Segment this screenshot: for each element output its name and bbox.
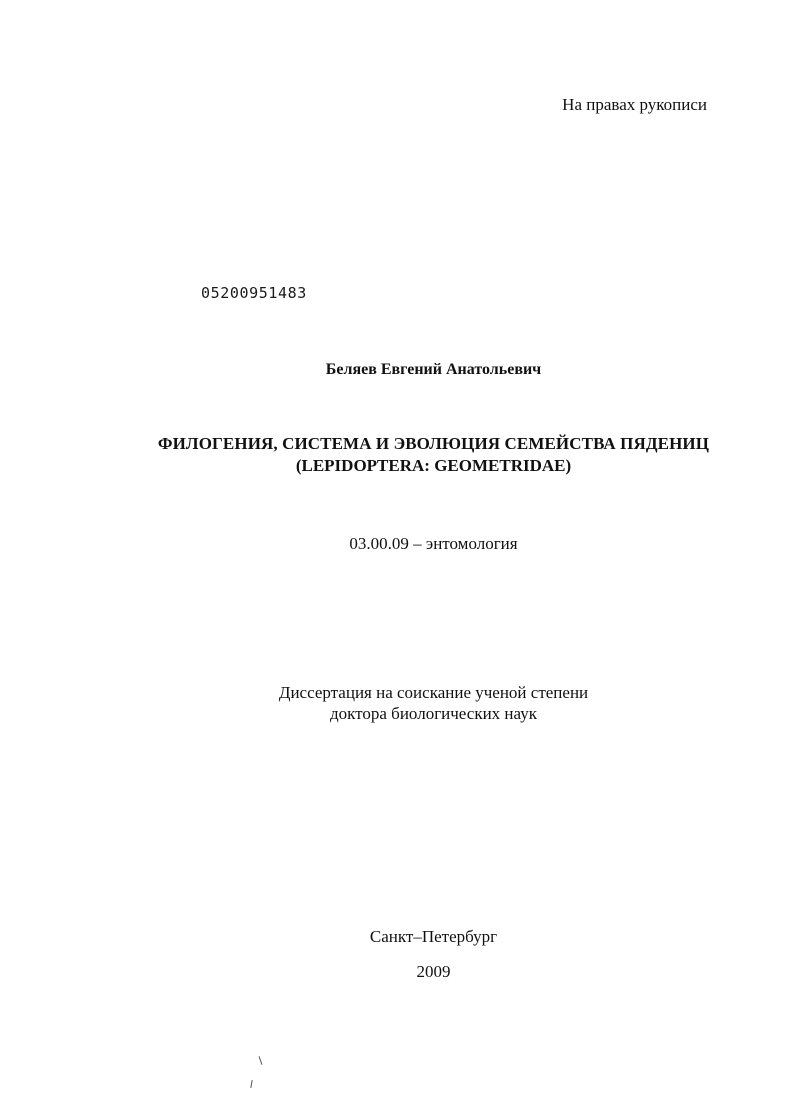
- year: 2009: [416, 962, 451, 981]
- author-name: Беляев Евгений Анатольевич: [325, 361, 542, 378]
- dissertation-line-2: доктора биологических наук: [330, 704, 537, 723]
- title-line-1: ФИЛОГЕНИЯ, СИСТЕМА И ЭВОЛЮЦИЯ СЕМЕЙСТВА ПЯДЕНИЦ: [157, 434, 710, 453]
- specialty-code: 03.00.09 – энтомология: [349, 534, 518, 553]
- scan-speck: [250, 1080, 252, 1088]
- scan-speck: [258, 1056, 262, 1065]
- dissertation-line-1: Диссертация на соискание ученой степени: [278, 683, 589, 702]
- stamp-number: 05200951483: [201, 284, 307, 302]
- city: Санкт–Петербург: [369, 927, 498, 946]
- title-line-2: (LEPIDOPTERA: GEOMETRIDAE): [295, 456, 572, 475]
- manuscript-note: На правах рукописи: [562, 95, 707, 114]
